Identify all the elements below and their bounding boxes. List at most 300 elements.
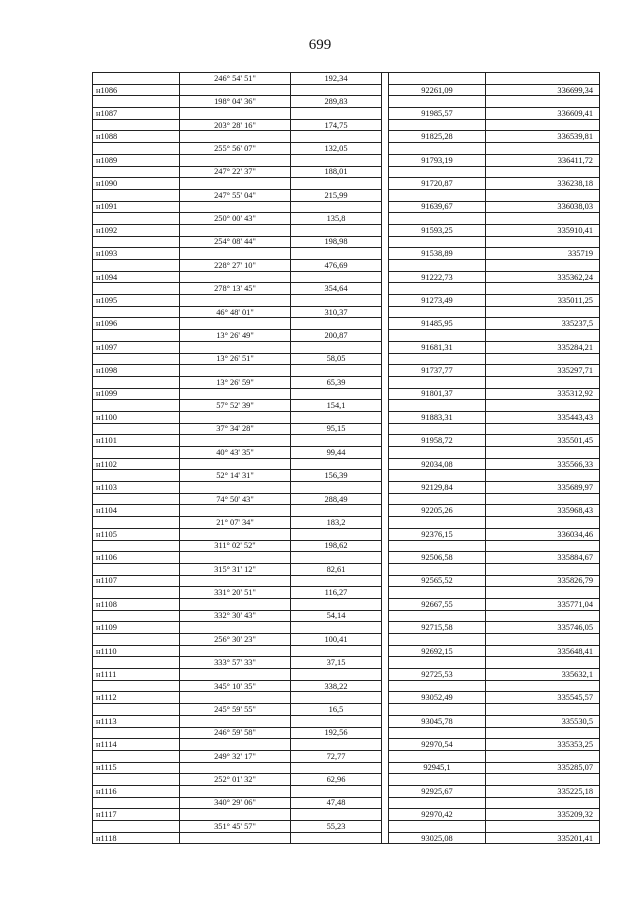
point-id-cell bbox=[93, 563, 180, 575]
bearing-angle-cell: 203° 28' 16" bbox=[180, 119, 291, 131]
distance-cell: 476,69 bbox=[291, 260, 382, 272]
distance-cell: 192,34 bbox=[291, 73, 382, 85]
point-row bbox=[93, 271, 600, 283]
x-coordinate-cell bbox=[389, 143, 486, 155]
column-gap bbox=[382, 587, 389, 599]
point-id-cell: н1096 bbox=[93, 318, 180, 330]
bearing-angle-cell: 247° 22' 37" bbox=[180, 166, 291, 178]
x-coordinate-cell: 91958,72 bbox=[389, 435, 486, 447]
y-coordinate-cell bbox=[486, 821, 600, 833]
point-id-cell: н1114 bbox=[93, 739, 180, 751]
point-id-cell bbox=[93, 353, 180, 365]
y-coordinate-cell: 335689,97 bbox=[486, 482, 600, 494]
distance-cell bbox=[291, 645, 382, 657]
distance-cell: 62,96 bbox=[291, 774, 382, 786]
bearing-angle-cell: 252° 01' 32" bbox=[180, 774, 291, 786]
distance-cell: 99,44 bbox=[291, 447, 382, 459]
bearing-angle-cell: 246° 54' 51" bbox=[180, 73, 291, 85]
bearing-angle-cell: 57° 52' 39" bbox=[180, 400, 291, 412]
point-id-cell bbox=[93, 470, 180, 482]
y-coordinate-cell bbox=[486, 704, 600, 716]
bearing-angle-cell: 198° 04' 36" bbox=[180, 96, 291, 108]
segment-row bbox=[93, 821, 600, 833]
point-row bbox=[93, 622, 600, 634]
point-id-cell: н1090 bbox=[93, 178, 180, 190]
bearing-angle-cell: 13° 26' 59" bbox=[180, 376, 291, 388]
y-coordinate-cell bbox=[486, 166, 600, 178]
y-coordinate-cell bbox=[486, 517, 600, 529]
distance-cell: 198,98 bbox=[291, 236, 382, 248]
distance-cell bbox=[291, 108, 382, 120]
column-gap bbox=[382, 704, 389, 716]
point-row bbox=[93, 785, 600, 797]
bearing-angle-cell: 332° 30' 43" bbox=[180, 610, 291, 622]
point-id-cell: н1092 bbox=[93, 224, 180, 236]
x-coordinate-cell bbox=[389, 189, 486, 201]
distance-cell bbox=[291, 458, 382, 470]
bearing-angle-cell: 278° 13' 45" bbox=[180, 283, 291, 295]
bearing-angle-cell: 247° 55' 04" bbox=[180, 189, 291, 201]
x-coordinate-cell bbox=[389, 213, 486, 225]
column-gap bbox=[382, 739, 389, 751]
point-row bbox=[93, 482, 600, 494]
x-coordinate-cell: 91681,31 bbox=[389, 341, 486, 353]
segment-row bbox=[93, 376, 600, 388]
x-coordinate-cell bbox=[389, 166, 486, 178]
column-gap bbox=[382, 517, 389, 529]
y-coordinate-cell: 335545,57 bbox=[486, 692, 600, 704]
segment-row bbox=[93, 143, 600, 155]
x-coordinate-cell bbox=[389, 821, 486, 833]
segment-row bbox=[93, 657, 600, 669]
column-gap bbox=[382, 750, 389, 762]
column-gap bbox=[382, 283, 389, 295]
point-id-cell bbox=[93, 143, 180, 155]
point-id-cell: н1118 bbox=[93, 832, 180, 844]
y-coordinate-cell bbox=[486, 470, 600, 482]
column-gap bbox=[382, 201, 389, 213]
point-id-cell bbox=[93, 236, 180, 248]
column-gap bbox=[382, 341, 389, 353]
point-row bbox=[93, 154, 600, 166]
y-coordinate-cell: 335237,5 bbox=[486, 318, 600, 330]
x-coordinate-cell: 92129,84 bbox=[389, 482, 486, 494]
x-coordinate-cell bbox=[389, 353, 486, 365]
x-coordinate-cell: 92692,15 bbox=[389, 645, 486, 657]
distance-cell bbox=[291, 622, 382, 634]
segment-row bbox=[93, 189, 600, 201]
segment-row bbox=[93, 680, 600, 692]
x-coordinate-cell: 91985,57 bbox=[389, 108, 486, 120]
point-row bbox=[93, 435, 600, 447]
point-id-cell: н1112 bbox=[93, 692, 180, 704]
distance-cell: 95,15 bbox=[291, 423, 382, 435]
bearing-angle-cell bbox=[180, 715, 291, 727]
bearing-angle-cell: 311° 02' 52" bbox=[180, 540, 291, 552]
distance-cell: 215,99 bbox=[291, 189, 382, 201]
distance-cell: 338,22 bbox=[291, 680, 382, 692]
y-coordinate-cell: 335826,79 bbox=[486, 575, 600, 587]
segment-row bbox=[93, 517, 600, 529]
y-coordinate-cell bbox=[486, 376, 600, 388]
bearing-angle-cell bbox=[180, 318, 291, 330]
bearing-angle-cell: 74° 50' 43" bbox=[180, 493, 291, 505]
column-gap bbox=[382, 271, 389, 283]
x-coordinate-cell bbox=[389, 376, 486, 388]
x-coordinate-cell bbox=[389, 610, 486, 622]
bearing-angle-cell: 246° 59' 58" bbox=[180, 727, 291, 739]
column-gap bbox=[382, 610, 389, 622]
segment-row bbox=[93, 587, 600, 599]
x-coordinate-cell: 91737,77 bbox=[389, 365, 486, 377]
distance-cell bbox=[291, 341, 382, 353]
point-id-cell bbox=[93, 774, 180, 786]
segment-row bbox=[93, 797, 600, 809]
column-gap bbox=[382, 143, 389, 155]
point-id-cell bbox=[93, 657, 180, 669]
column-gap bbox=[382, 189, 389, 201]
y-coordinate-cell: 335719 bbox=[486, 248, 600, 260]
point-id-cell bbox=[93, 821, 180, 833]
x-coordinate-cell: 92725,53 bbox=[389, 669, 486, 681]
x-coordinate-cell bbox=[389, 260, 486, 272]
x-coordinate-cell: 92970,54 bbox=[389, 739, 486, 751]
y-coordinate-cell: 335362,24 bbox=[486, 271, 600, 283]
point-row bbox=[93, 669, 600, 681]
bearing-angle-cell bbox=[180, 622, 291, 634]
bearing-angle-cell bbox=[180, 411, 291, 423]
y-coordinate-cell: 335968,43 bbox=[486, 505, 600, 517]
bearing-angle-cell: 256° 30' 23" bbox=[180, 634, 291, 646]
column-gap bbox=[382, 528, 389, 540]
x-coordinate-cell: 92970,42 bbox=[389, 809, 486, 821]
column-gap bbox=[382, 715, 389, 727]
y-coordinate-cell: 336539,81 bbox=[486, 131, 600, 143]
point-id-cell: н1108 bbox=[93, 598, 180, 610]
column-gap bbox=[382, 540, 389, 552]
bearing-angle-cell bbox=[180, 762, 291, 774]
point-id-cell: н1117 bbox=[93, 809, 180, 821]
x-coordinate-cell: 92565,52 bbox=[389, 575, 486, 587]
distance-cell: 72,77 bbox=[291, 750, 382, 762]
column-gap bbox=[382, 73, 389, 85]
segment-row bbox=[93, 306, 600, 318]
distance-cell: 183,2 bbox=[291, 517, 382, 529]
distance-cell: 288,49 bbox=[291, 493, 382, 505]
point-row bbox=[93, 388, 600, 400]
x-coordinate-cell: 91273,49 bbox=[389, 295, 486, 307]
distance-cell: 198,62 bbox=[291, 540, 382, 552]
segment-row bbox=[93, 704, 600, 716]
y-coordinate-cell bbox=[486, 189, 600, 201]
point-id-cell: н1107 bbox=[93, 575, 180, 587]
x-coordinate-cell bbox=[389, 704, 486, 716]
point-row bbox=[93, 411, 600, 423]
bearing-angle-cell bbox=[180, 178, 291, 190]
distance-cell bbox=[291, 411, 382, 423]
y-coordinate-cell: 335632,1 bbox=[486, 669, 600, 681]
x-coordinate-cell bbox=[389, 447, 486, 459]
x-coordinate-cell bbox=[389, 587, 486, 599]
bearing-angle-cell bbox=[180, 598, 291, 610]
point-id-cell bbox=[93, 213, 180, 225]
bearing-angle-cell: 37° 34' 28" bbox=[180, 423, 291, 435]
point-id-cell: н1111 bbox=[93, 669, 180, 681]
point-id-cell bbox=[93, 704, 180, 716]
point-id-cell bbox=[93, 634, 180, 646]
point-id-cell bbox=[93, 727, 180, 739]
bearing-angle-cell: 345° 10' 35" bbox=[180, 680, 291, 692]
distance-cell: 154,1 bbox=[291, 400, 382, 412]
x-coordinate-cell: 92205,26 bbox=[389, 505, 486, 517]
distance-cell: 54,14 bbox=[291, 610, 382, 622]
y-coordinate-cell bbox=[486, 353, 600, 365]
column-gap bbox=[382, 821, 389, 833]
bearing-angle-cell: 351° 45' 57" bbox=[180, 821, 291, 833]
distance-cell bbox=[291, 435, 382, 447]
x-coordinate-cell bbox=[389, 493, 486, 505]
distance-cell: 354,64 bbox=[291, 283, 382, 295]
point-row bbox=[93, 692, 600, 704]
point-id-cell bbox=[93, 587, 180, 599]
distance-cell bbox=[291, 388, 382, 400]
point-id-cell bbox=[93, 283, 180, 295]
x-coordinate-cell: 93025,08 bbox=[389, 832, 486, 844]
point-id-cell: н1095 bbox=[93, 295, 180, 307]
distance-cell bbox=[291, 84, 382, 96]
bearing-angle-cell bbox=[180, 224, 291, 236]
bearing-angle-cell bbox=[180, 154, 291, 166]
column-gap bbox=[382, 376, 389, 388]
column-gap bbox=[382, 318, 389, 330]
point-row bbox=[93, 224, 600, 236]
point-row bbox=[93, 505, 600, 517]
column-gap bbox=[382, 224, 389, 236]
distance-cell: 310,37 bbox=[291, 306, 382, 318]
bearing-angle-cell: 249° 32' 17" bbox=[180, 750, 291, 762]
point-id-cell: н1110 bbox=[93, 645, 180, 657]
segment-row bbox=[93, 166, 600, 178]
bearing-angle-cell: 40° 43' 35" bbox=[180, 447, 291, 459]
distance-cell bbox=[291, 598, 382, 610]
bearing-angle-cell bbox=[180, 669, 291, 681]
x-coordinate-cell: 91593,25 bbox=[389, 224, 486, 236]
distance-cell bbox=[291, 318, 382, 330]
point-id-cell bbox=[93, 73, 180, 85]
bearing-angle-cell bbox=[180, 388, 291, 400]
column-gap bbox=[382, 669, 389, 681]
point-id-cell: н1116 bbox=[93, 785, 180, 797]
x-coordinate-cell bbox=[389, 563, 486, 575]
x-coordinate-cell: 92667,55 bbox=[389, 598, 486, 610]
x-coordinate-cell bbox=[389, 517, 486, 529]
bearing-angle-cell: 333° 57' 33" bbox=[180, 657, 291, 669]
y-coordinate-cell bbox=[486, 634, 600, 646]
coordinates-table bbox=[92, 72, 600, 844]
column-gap bbox=[382, 84, 389, 96]
point-row bbox=[93, 248, 600, 260]
segment-row bbox=[93, 774, 600, 786]
x-coordinate-cell bbox=[389, 750, 486, 762]
segment-row bbox=[93, 330, 600, 342]
page-number: 699 bbox=[308, 37, 332, 53]
segment-row bbox=[93, 610, 600, 622]
x-coordinate-cell bbox=[389, 657, 486, 669]
distance-cell bbox=[291, 762, 382, 774]
point-row bbox=[93, 131, 600, 143]
x-coordinate-cell: 91639,67 bbox=[389, 201, 486, 213]
distance-cell bbox=[291, 528, 382, 540]
segment-row bbox=[93, 400, 600, 412]
distance-cell bbox=[291, 178, 382, 190]
column-gap bbox=[382, 797, 389, 809]
x-coordinate-cell: 92034,08 bbox=[389, 458, 486, 470]
x-coordinate-cell bbox=[389, 680, 486, 692]
distance-cell: 174,75 bbox=[291, 119, 382, 131]
column-gap bbox=[382, 119, 389, 131]
point-id-cell bbox=[93, 680, 180, 692]
y-coordinate-cell bbox=[486, 260, 600, 272]
x-coordinate-cell: 92261,09 bbox=[389, 84, 486, 96]
distance-cell bbox=[291, 669, 382, 681]
distance-cell bbox=[291, 832, 382, 844]
point-id-cell bbox=[93, 376, 180, 388]
column-gap bbox=[382, 306, 389, 318]
column-gap bbox=[382, 330, 389, 342]
point-id-cell: н1102 bbox=[93, 458, 180, 470]
y-coordinate-cell bbox=[486, 610, 600, 622]
point-row bbox=[93, 762, 600, 774]
x-coordinate-cell: 92925,67 bbox=[389, 785, 486, 797]
point-id-cell: н1091 bbox=[93, 201, 180, 213]
bearing-angle-cell: 52° 14' 31" bbox=[180, 470, 291, 482]
segment-row bbox=[93, 540, 600, 552]
distance-cell: 47,48 bbox=[291, 797, 382, 809]
bearing-angle-cell bbox=[180, 505, 291, 517]
distance-cell bbox=[291, 271, 382, 283]
point-row bbox=[93, 365, 600, 377]
y-coordinate-cell: 335312,92 bbox=[486, 388, 600, 400]
bearing-angle-cell bbox=[180, 528, 291, 540]
bearing-angle-cell: 250° 00' 43" bbox=[180, 213, 291, 225]
y-coordinate-cell: 335353,25 bbox=[486, 739, 600, 751]
y-coordinate-cell: 336034,46 bbox=[486, 528, 600, 540]
point-id-cell bbox=[93, 447, 180, 459]
bearing-angle-cell bbox=[180, 785, 291, 797]
point-row bbox=[93, 458, 600, 470]
point-id-cell: н1115 bbox=[93, 762, 180, 774]
column-gap bbox=[382, 482, 389, 494]
point-row bbox=[93, 832, 600, 844]
y-coordinate-cell: 335209,32 bbox=[486, 809, 600, 821]
bearing-angle-cell bbox=[180, 271, 291, 283]
x-coordinate-cell bbox=[389, 96, 486, 108]
point-id-cell bbox=[93, 166, 180, 178]
x-coordinate-cell bbox=[389, 306, 486, 318]
point-id-cell: н1101 bbox=[93, 435, 180, 447]
y-coordinate-cell bbox=[486, 213, 600, 225]
point-row bbox=[93, 715, 600, 727]
distance-cell bbox=[291, 715, 382, 727]
distance-cell: 55,23 bbox=[291, 821, 382, 833]
y-coordinate-cell bbox=[486, 750, 600, 762]
y-coordinate-cell: 335284,21 bbox=[486, 341, 600, 353]
point-id-cell: н1100 bbox=[93, 411, 180, 423]
y-coordinate-cell: 336699,34 bbox=[486, 84, 600, 96]
column-gap bbox=[382, 470, 389, 482]
distance-cell bbox=[291, 552, 382, 564]
distance-cell: 100,41 bbox=[291, 634, 382, 646]
point-id-cell bbox=[93, 189, 180, 201]
bearing-angle-cell bbox=[180, 295, 291, 307]
segment-row bbox=[93, 260, 600, 272]
point-row bbox=[93, 575, 600, 587]
point-id-cell bbox=[93, 750, 180, 762]
bearing-angle-cell: 315° 31' 12" bbox=[180, 563, 291, 575]
segment-row bbox=[93, 213, 600, 225]
y-coordinate-cell bbox=[486, 96, 600, 108]
x-coordinate-cell: 91538,89 bbox=[389, 248, 486, 260]
distance-cell bbox=[291, 482, 382, 494]
column-gap bbox=[382, 774, 389, 786]
column-gap bbox=[382, 154, 389, 166]
column-gap bbox=[382, 411, 389, 423]
distance-cell bbox=[291, 785, 382, 797]
y-coordinate-cell: 335530,5 bbox=[486, 715, 600, 727]
distance-cell bbox=[291, 154, 382, 166]
x-coordinate-cell bbox=[389, 400, 486, 412]
point-id-cell bbox=[93, 119, 180, 131]
point-row bbox=[93, 318, 600, 330]
point-id-cell bbox=[93, 96, 180, 108]
x-coordinate-cell bbox=[389, 73, 486, 85]
segment-row bbox=[93, 470, 600, 482]
y-coordinate-cell: 335225,18 bbox=[486, 785, 600, 797]
y-coordinate-cell bbox=[486, 540, 600, 552]
bearing-angle-cell bbox=[180, 645, 291, 657]
x-coordinate-cell: 91825,28 bbox=[389, 131, 486, 143]
point-id-cell: н1104 bbox=[93, 505, 180, 517]
column-gap bbox=[382, 96, 389, 108]
y-coordinate-cell bbox=[486, 119, 600, 131]
bearing-angle-cell bbox=[180, 84, 291, 96]
y-coordinate-cell: 336609,41 bbox=[486, 108, 600, 120]
y-coordinate-cell bbox=[486, 330, 600, 342]
x-coordinate-cell: 92715,58 bbox=[389, 622, 486, 634]
point-id-cell: н1103 bbox=[93, 482, 180, 494]
x-coordinate-cell bbox=[389, 727, 486, 739]
column-gap bbox=[382, 458, 389, 470]
point-id-cell bbox=[93, 423, 180, 435]
segment-row bbox=[93, 73, 600, 85]
bearing-angle-cell bbox=[180, 131, 291, 143]
bearing-angle-cell bbox=[180, 341, 291, 353]
column-gap bbox=[382, 575, 389, 587]
bearing-angle-cell bbox=[180, 458, 291, 470]
distance-cell bbox=[291, 248, 382, 260]
segment-row bbox=[93, 423, 600, 435]
y-coordinate-cell: 336038,03 bbox=[486, 201, 600, 213]
point-row bbox=[93, 84, 600, 96]
point-row bbox=[93, 809, 600, 821]
distance-cell bbox=[291, 365, 382, 377]
segment-row bbox=[93, 283, 600, 295]
column-gap bbox=[382, 213, 389, 225]
point-id-cell bbox=[93, 400, 180, 412]
x-coordinate-cell: 91222,73 bbox=[389, 271, 486, 283]
bearing-angle-cell: 245° 59' 55" bbox=[180, 704, 291, 716]
x-coordinate-cell: 93052,49 bbox=[389, 692, 486, 704]
